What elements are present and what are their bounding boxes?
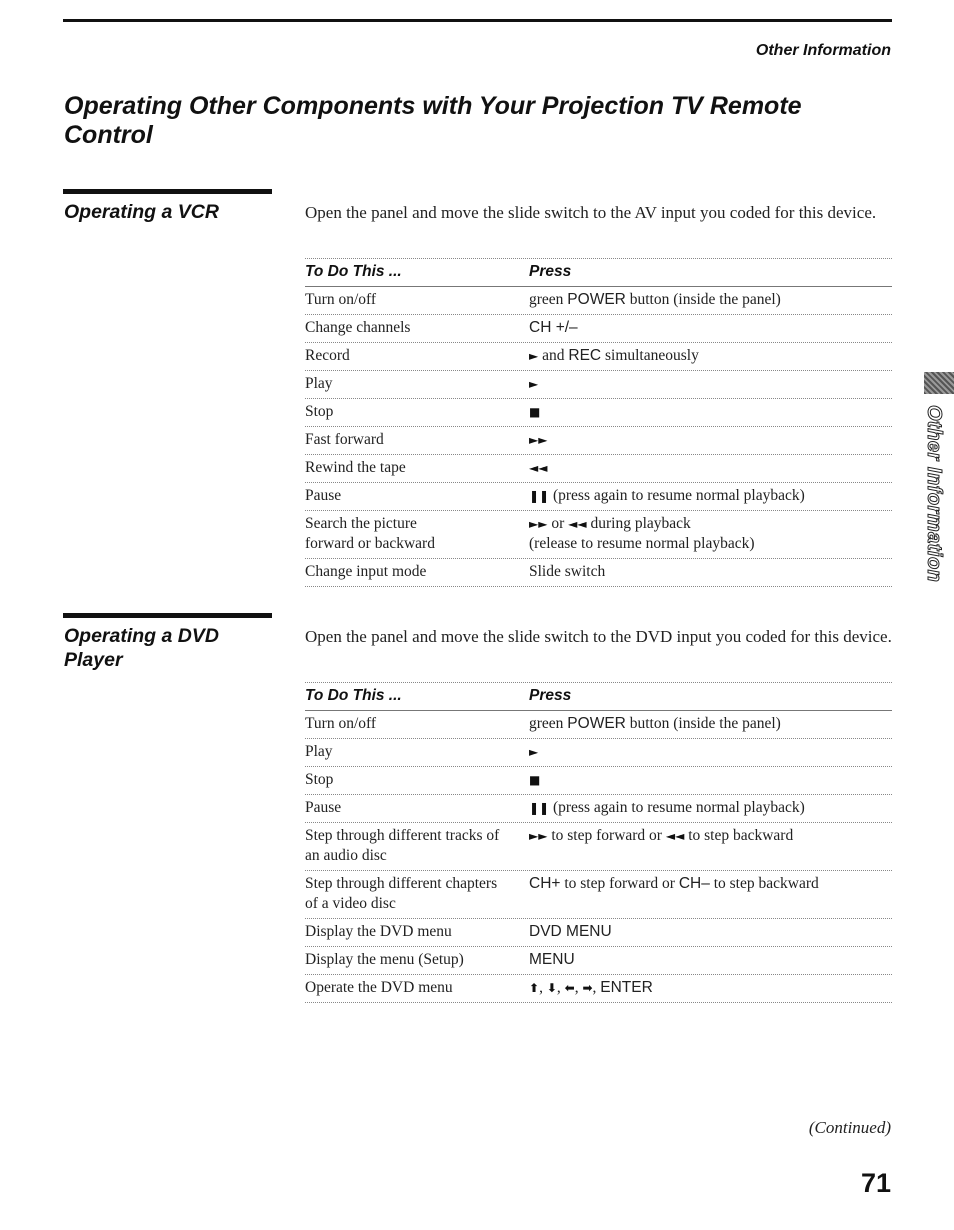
action-cell: Display the DVD menu (305, 923, 452, 940)
menu-button-label: MENU (529, 951, 575, 968)
press-cell (529, 767, 892, 794)
press-cell: Slide switch (529, 563, 606, 580)
stop-icon: ■ (529, 405, 541, 419)
table-row (305, 483, 892, 511)
action-cell (305, 511, 529, 558)
rec-button-label: REC (568, 347, 602, 364)
press-text: and (542, 347, 565, 364)
press-text: (press again to resume normal playback) (552, 487, 805, 504)
rewind-icon: ◄◄ (568, 517, 587, 531)
press-text: to step backward (713, 875, 819, 892)
dvd-intro-text: Open the panel and move the slide switch to the DVD input you coded for this device. (305, 627, 892, 646)
vcr-section-heading: Operating a VCR (64, 201, 219, 223)
press-cell (529, 823, 892, 870)
table-row (305, 919, 892, 947)
action-cell: Play (305, 743, 333, 760)
channel-up-label: CH+ (529, 875, 561, 892)
pause-icon: ❚❚ (529, 801, 550, 815)
table-row (305, 767, 892, 795)
press-text: to step forward or (564, 875, 675, 892)
action-cell: Pause (305, 799, 342, 816)
rewind-icon: ◄◄ (529, 461, 548, 475)
pause-icon: ❚❚ (529, 489, 550, 503)
rewind-icon: ◄◄ (665, 829, 685, 843)
vcr-table-header (305, 259, 892, 287)
dvd-command-table (305, 682, 892, 1003)
dvd-section-rule (63, 613, 272, 618)
action-cell (305, 823, 529, 870)
action-cell: Change channels (305, 319, 411, 336)
action-cell: Display the menu (Setup) (305, 951, 464, 968)
action-cell: Stop (305, 403, 334, 420)
action-cell: Stop (305, 771, 334, 788)
table-row (305, 795, 892, 823)
enter-button-label: ENTER (600, 979, 653, 996)
table-row (305, 315, 892, 343)
action-cell: Turn on/off (305, 291, 377, 308)
action-cell: Rewind the tape (305, 459, 406, 476)
channel-button-label: CH +/– (529, 319, 578, 336)
action-line: Step through different chapters (305, 875, 498, 892)
dvd-menu-button-label: DVD MENU (529, 923, 612, 940)
side-tab-marker (924, 372, 954, 394)
table-row (305, 511, 892, 559)
vcr-intro-text: Open the panel and move the slide switch to the AV input you coded for this device. (305, 203, 877, 222)
press-text: (release to resume normal playback) (529, 535, 755, 552)
press-cell (529, 399, 892, 426)
page-title: Operating Other Components with Your Projection TV Remote Control (64, 92, 802, 149)
fast-forward-icon: ►► (529, 433, 548, 447)
play-icon: ► (529, 377, 539, 391)
press-cell: ⬆, ⬇, ⬅, ➡, ENTER (529, 979, 653, 996)
action-cell: Turn on/off (305, 715, 377, 732)
press-cell (529, 371, 892, 398)
arrow-right-icon: ➡ (582, 981, 593, 995)
dvd-table-header (305, 683, 892, 711)
fast-forward-icon: ►► (529, 517, 548, 531)
arrow-up-icon: ⬆ (529, 981, 540, 995)
action-cell: Record (305, 347, 350, 364)
table-row (305, 947, 892, 975)
table-row (305, 823, 892, 871)
press-text: green (529, 715, 564, 732)
action-line: an audio disc (305, 847, 387, 864)
press-text: green (529, 291, 564, 308)
table-row (305, 559, 892, 587)
press-cell (529, 871, 892, 918)
arrow-left-icon: ⬅ (564, 981, 575, 995)
action-cell: Fast forward (305, 431, 384, 448)
table-row (305, 455, 892, 483)
table-row (305, 343, 892, 371)
power-button-label: POWER (567, 291, 626, 308)
channel-down-label: CH– (678, 875, 710, 892)
action-line: forward or backward (305, 535, 435, 552)
play-icon: ► (529, 349, 539, 363)
press-text: to step forward or (551, 827, 662, 844)
press-text: during playback (590, 515, 691, 532)
press-cell (529, 511, 892, 558)
header-press: Press (529, 687, 572, 704)
press-cell (529, 455, 892, 482)
press-cell (529, 427, 892, 454)
press-cell (529, 919, 892, 946)
running-head: Other Information (755, 42, 891, 59)
table-row (305, 975, 892, 1003)
press-cell (529, 795, 892, 822)
press-cell (529, 483, 892, 510)
press-text: button (inside the panel) (629, 715, 781, 732)
press-cell (529, 343, 892, 370)
fast-forward-icon: ►► (529, 829, 548, 843)
action-line: Step through different tracks of (305, 827, 500, 844)
power-button-label: POWER (567, 715, 626, 732)
vcr-command-table (305, 258, 892, 587)
play-icon: ► (529, 745, 539, 759)
header-press: Press (529, 263, 572, 280)
header-to-do: To Do This ... (305, 263, 402, 280)
table-row (305, 371, 892, 399)
stop-icon: ■ (529, 773, 541, 787)
press-text: simultaneously (604, 347, 699, 364)
side-tab-label: Other Information (923, 405, 945, 583)
table-row (305, 287, 892, 315)
action-cell: Play (305, 375, 333, 392)
press-cell (529, 947, 892, 974)
table-row (305, 711, 892, 739)
table-row (305, 427, 892, 455)
vcr-section-rule (63, 189, 272, 194)
press-text: (press again to resume normal playback) (552, 799, 805, 816)
dvd-section-heading: Operating a DVD Player (64, 625, 219, 671)
action-line: Search the picture (305, 515, 417, 532)
page-number: 71 (860, 1168, 891, 1198)
press-text: button (inside the panel) (629, 291, 781, 308)
press-cell (529, 711, 892, 738)
arrow-down-icon: ⬇ (546, 981, 557, 995)
press-cell (529, 287, 892, 314)
action-line: of a video disc (305, 895, 396, 912)
press-cell (529, 315, 892, 342)
table-row (305, 871, 892, 919)
action-cell: Operate the DVD menu (305, 979, 453, 996)
table-row (305, 399, 892, 427)
action-cell: Change input mode (305, 563, 427, 580)
continued-note: (Continued) (808, 1118, 891, 1137)
press-text: or (551, 515, 565, 532)
press-cell (529, 739, 892, 766)
action-cell (305, 871, 529, 918)
table-row (305, 739, 892, 767)
header-to-do: To Do This ... (305, 687, 402, 704)
press-text: to step backward (688, 827, 794, 844)
top-rule (63, 19, 892, 22)
action-cell: Pause (305, 487, 342, 504)
